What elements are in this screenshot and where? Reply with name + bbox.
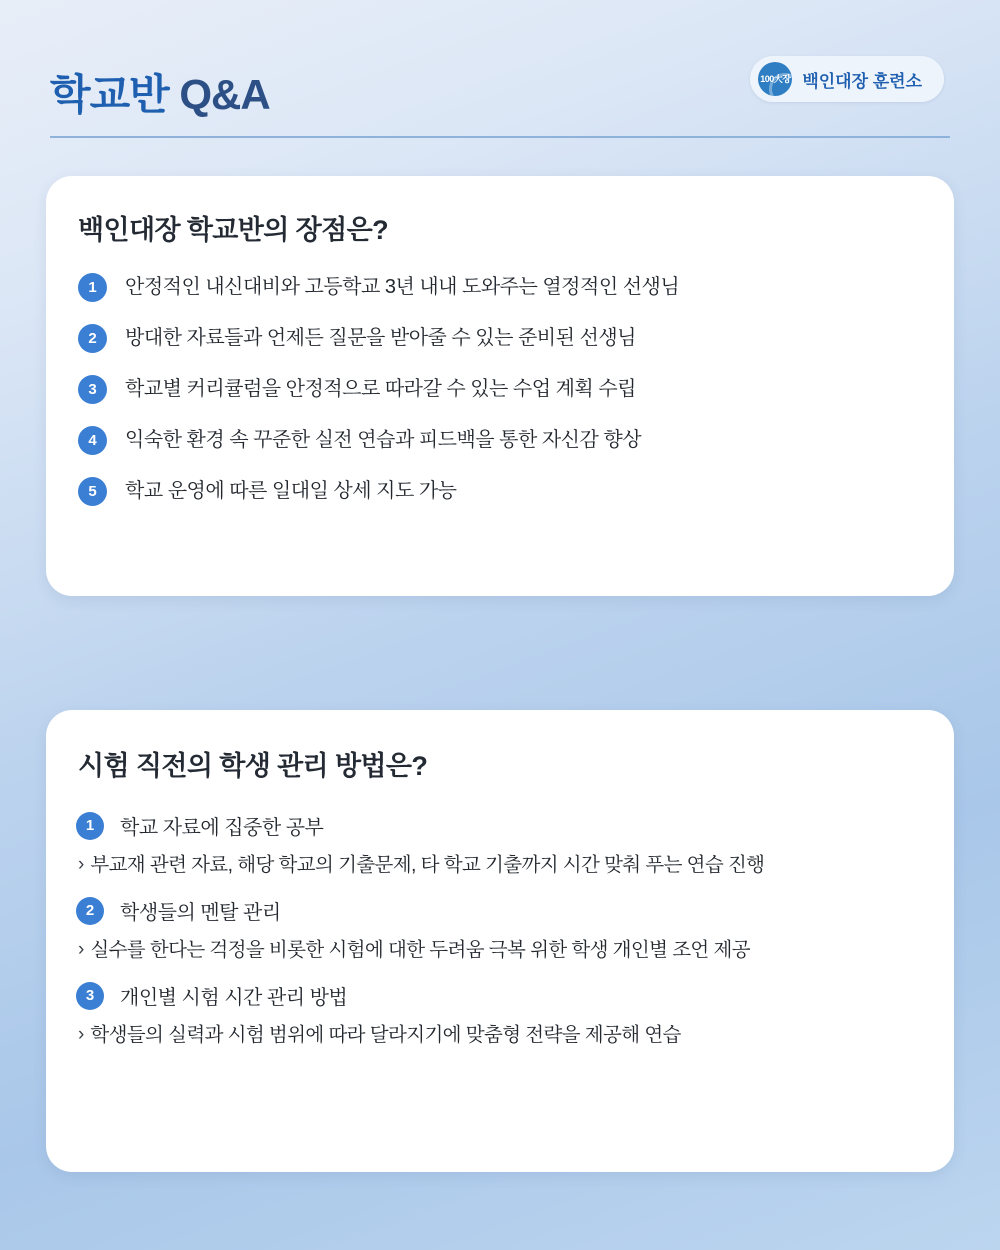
list-item <box>78 426 954 455</box>
chevron-right-icon: › <box>78 939 85 960</box>
brand-logo-text: 100大장 <box>760 73 791 84</box>
card-title: 백인대장 학교반의 장점은? <box>78 215 388 245</box>
item-text: 학교별 커리큘럼을 안정적으로 따라갈 수 있는 수업 계획 수립 <box>125 378 636 400</box>
method-title: 학생들의 멘탈 관리 <box>120 902 281 924</box>
method-heading <box>76 811 930 840</box>
header-divider <box>50 136 950 138</box>
item-number-badge: 3 <box>78 375 107 404</box>
item-text: 학교 운영에 따른 일대일 상세 지도 가능 <box>125 480 457 502</box>
method-heading <box>76 981 930 1010</box>
list-item <box>78 273 954 302</box>
brand-name: 백인대장 훈련소 <box>802 71 922 91</box>
brand-logo-icon <box>758 62 792 96</box>
item-number-badge: 3 <box>76 982 104 1010</box>
item-number-badge: 2 <box>78 324 107 353</box>
item-number-badge: 1 <box>76 812 104 840</box>
list-item <box>78 324 954 353</box>
method-detail <box>78 852 930 878</box>
method-heading <box>76 896 930 925</box>
list-item <box>76 981 930 1048</box>
method-title: 학교 자료에 집중한 공부 <box>120 817 324 839</box>
item-text: 안정적인 내신대비와 고등학교 3년 내내 도와주는 열정적인 선생님 <box>125 276 680 298</box>
method-detail-text: 학생들의 실력과 시험 범위에 따라 달라지기에 맞춤형 전략을 제공해 연습 <box>90 1024 681 1046</box>
page-title-main: 학교반 <box>50 71 169 118</box>
chevron-right-icon: › <box>78 854 85 875</box>
exam-method-list <box>76 811 954 1048</box>
page-title-accent: Q&A <box>179 71 270 118</box>
advantage-list <box>78 273 954 506</box>
list-item <box>78 375 954 404</box>
page-header <box>50 46 950 138</box>
qa-card-exam-management <box>46 710 954 1172</box>
chevron-right-icon: › <box>78 1024 85 1045</box>
item-number-badge: 5 <box>78 477 107 506</box>
qa-card-advantages <box>46 176 954 596</box>
method-detail <box>78 937 930 963</box>
method-detail-text: 부교재 관련 자료, 해당 학교의 기출문제, 타 학교 기출까지 시간 맞춰 푸는 연습 진행 <box>90 854 765 876</box>
list-item <box>78 477 954 506</box>
method-title: 개인별 시험 시간 관리 방법 <box>120 987 348 1009</box>
brand-badge <box>750 56 944 102</box>
item-number-badge: 2 <box>76 897 104 925</box>
item-text: 방대한 자료들과 언제든 질문을 받아줄 수 있는 준비된 선생님 <box>125 327 636 349</box>
item-number-badge: 4 <box>78 426 107 455</box>
method-detail-text: 실수를 한다는 걱정을 비롯한 시험에 대한 두려움 극복 위한 학생 개인별 조언 제공 <box>90 939 750 961</box>
list-item <box>76 896 930 963</box>
card-title: 시험 직전의 학생 관리 방법은? <box>78 751 428 781</box>
method-detail <box>78 1022 930 1048</box>
list-item <box>76 811 930 878</box>
item-text: 익숙한 환경 속 꾸준한 실전 연습과 피드백을 통한 자신감 향상 <box>125 429 642 451</box>
page-title <box>50 62 270 122</box>
item-number-badge: 1 <box>78 273 107 302</box>
